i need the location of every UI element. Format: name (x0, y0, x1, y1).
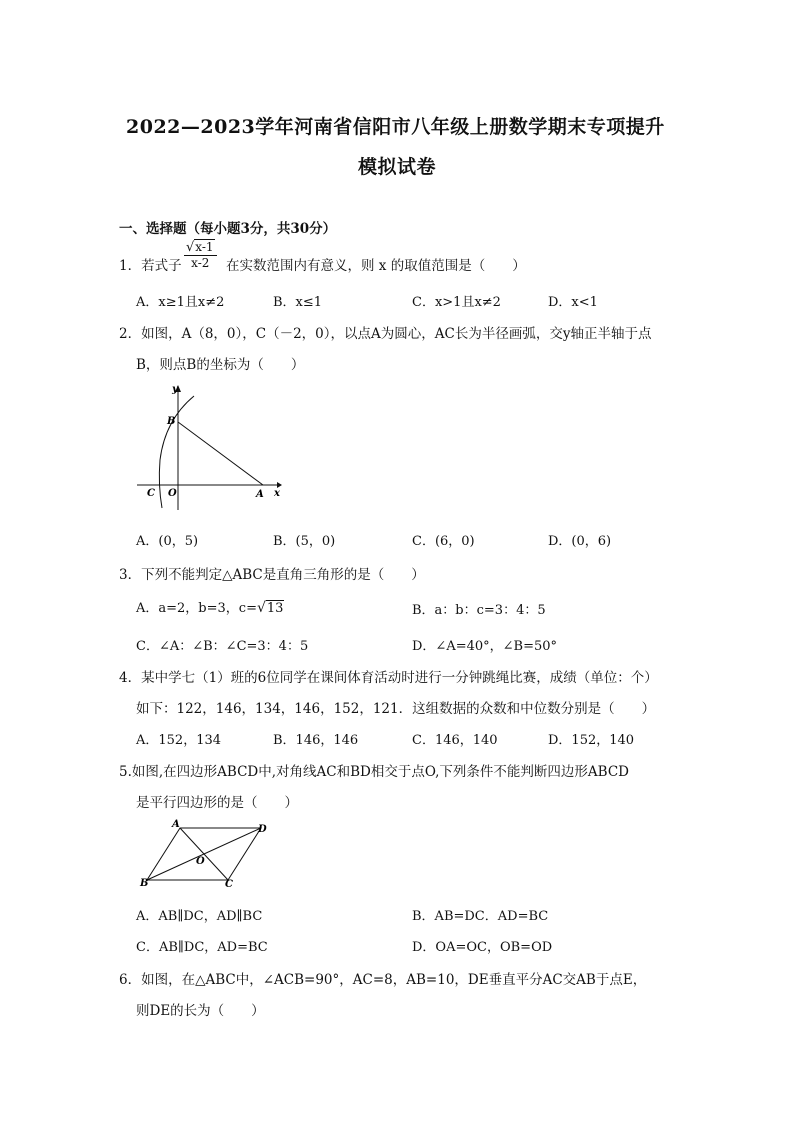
q5-label-d: D (258, 824, 267, 835)
q2-figure (132, 380, 288, 518)
q2-line2: B，则点B的坐标为（ ） (136, 357, 305, 373)
q2-label-a: A (256, 489, 264, 500)
q1-option-d: D．x<1 (548, 295, 598, 310)
q1-fraction: $\frac{√x-1}{x-2}$ (184, 240, 217, 270)
q3-option-a-sqrt-inner: 13 (266, 601, 284, 616)
q2-line1: 2．如图，A（8，0），C（－2，0），以点A为圆心，AC长为半径画弧，交y轴正半轴于点 (119, 326, 652, 342)
q2-option-c: C．(6，0) (412, 534, 475, 549)
q4-option-c: C．146，140 (412, 733, 498, 748)
q5-line2: 是平行四边形的是（ ） (136, 795, 298, 811)
q1-option-b: B．x≤1 (273, 295, 323, 310)
q5-option-b: B．AB=DC．AD=BC (412, 909, 549, 924)
q5-label-b: B (140, 878, 149, 889)
q5-option-d: D．OA=OC，OB=OD (412, 940, 553, 955)
q5-label-c: C (225, 879, 233, 890)
q2-label-b: B (167, 416, 176, 427)
q1-option-a: A．x≥1且x≠2 (136, 295, 225, 310)
q6-line1: 6．如图，在△ABC中，∠ACB=90°，AC=8，AB=10，DE垂直平分AC交AB于点E， (119, 972, 647, 988)
q5-line1: 5.如图,在四边形ABCD中,对角线AC和BD相交于点O,下列条件不能判断四边形ABCD (119, 764, 629, 780)
q5-option-a: A．AB∥DC，AD∥BC (136, 909, 263, 924)
page-title-line1: 2022—2023学年河南省信阳市八年级上册数学期末专项提升 (126, 116, 665, 138)
q2-option-b: B．(5，0) (273, 534, 336, 549)
section-heading: 一、选择题（每小题3分，共30分） (119, 221, 337, 237)
q2-label-y: y (172, 384, 178, 395)
q3-option-b: B．a：b：c=3：4：5 (412, 603, 546, 618)
q4-option-d: D．152，140 (548, 733, 635, 748)
q2-label-x: x (274, 488, 280, 499)
q6-line2: 则DE的长为（ ） (136, 1003, 265, 1019)
q4-option-b: B．146，146 (273, 733, 359, 748)
q3-option-c: C．∠A：∠B：∠C=3：4：5 (136, 639, 309, 654)
q3-text: 3．下列不能判定△ABC是直角三角形的是（ ） (119, 567, 425, 583)
q4-line2: 如下：122，146，134，146，152，121．这组数据的众数和中位数分别是（ ） (136, 701, 656, 717)
q1-text-before: 1．若式子 (119, 258, 182, 274)
q4-line1: 4．某中学七（1）班的6位同学在课间体育活动时进行一分钟跳绳比赛，成绩（单位：个） (119, 670, 658, 686)
page-title-line2: 模拟试卷 (358, 156, 437, 178)
q1-sqrt-inner: x-1 (195, 240, 214, 254)
q3-option-a (136, 597, 284, 616)
q5-option-c: C．AB∥DC，AD=BC (136, 940, 268, 955)
q4-option-a: A．152，134 (136, 733, 222, 748)
q2-option-d: D．(0，6) (548, 534, 612, 549)
q5-label-a: A (172, 819, 180, 830)
q3-option-a-sqrt: √13 (256, 600, 284, 616)
q2-label-c: C (147, 488, 155, 499)
q1-text-after: 在实数范围内有意义，则 x 的取值范围是（ ） (226, 258, 526, 274)
q5-label-o: O (196, 856, 205, 867)
q2-segment-ab (178, 422, 263, 485)
q2-label-o: O (168, 488, 177, 499)
q3-option-a-prefix: A．a=2，b=3，c= (136, 601, 257, 616)
q5-figure (136, 818, 272, 892)
q1-denominator: x-2 (191, 256, 210, 270)
q3-option-d: D．∠A=40°，∠B=50° (412, 639, 558, 654)
q2-option-a: A．(0，5) (136, 534, 199, 549)
q5-diagonal-bd (147, 828, 261, 880)
q1-option-c: C．x>1且x≠2 (412, 295, 501, 310)
